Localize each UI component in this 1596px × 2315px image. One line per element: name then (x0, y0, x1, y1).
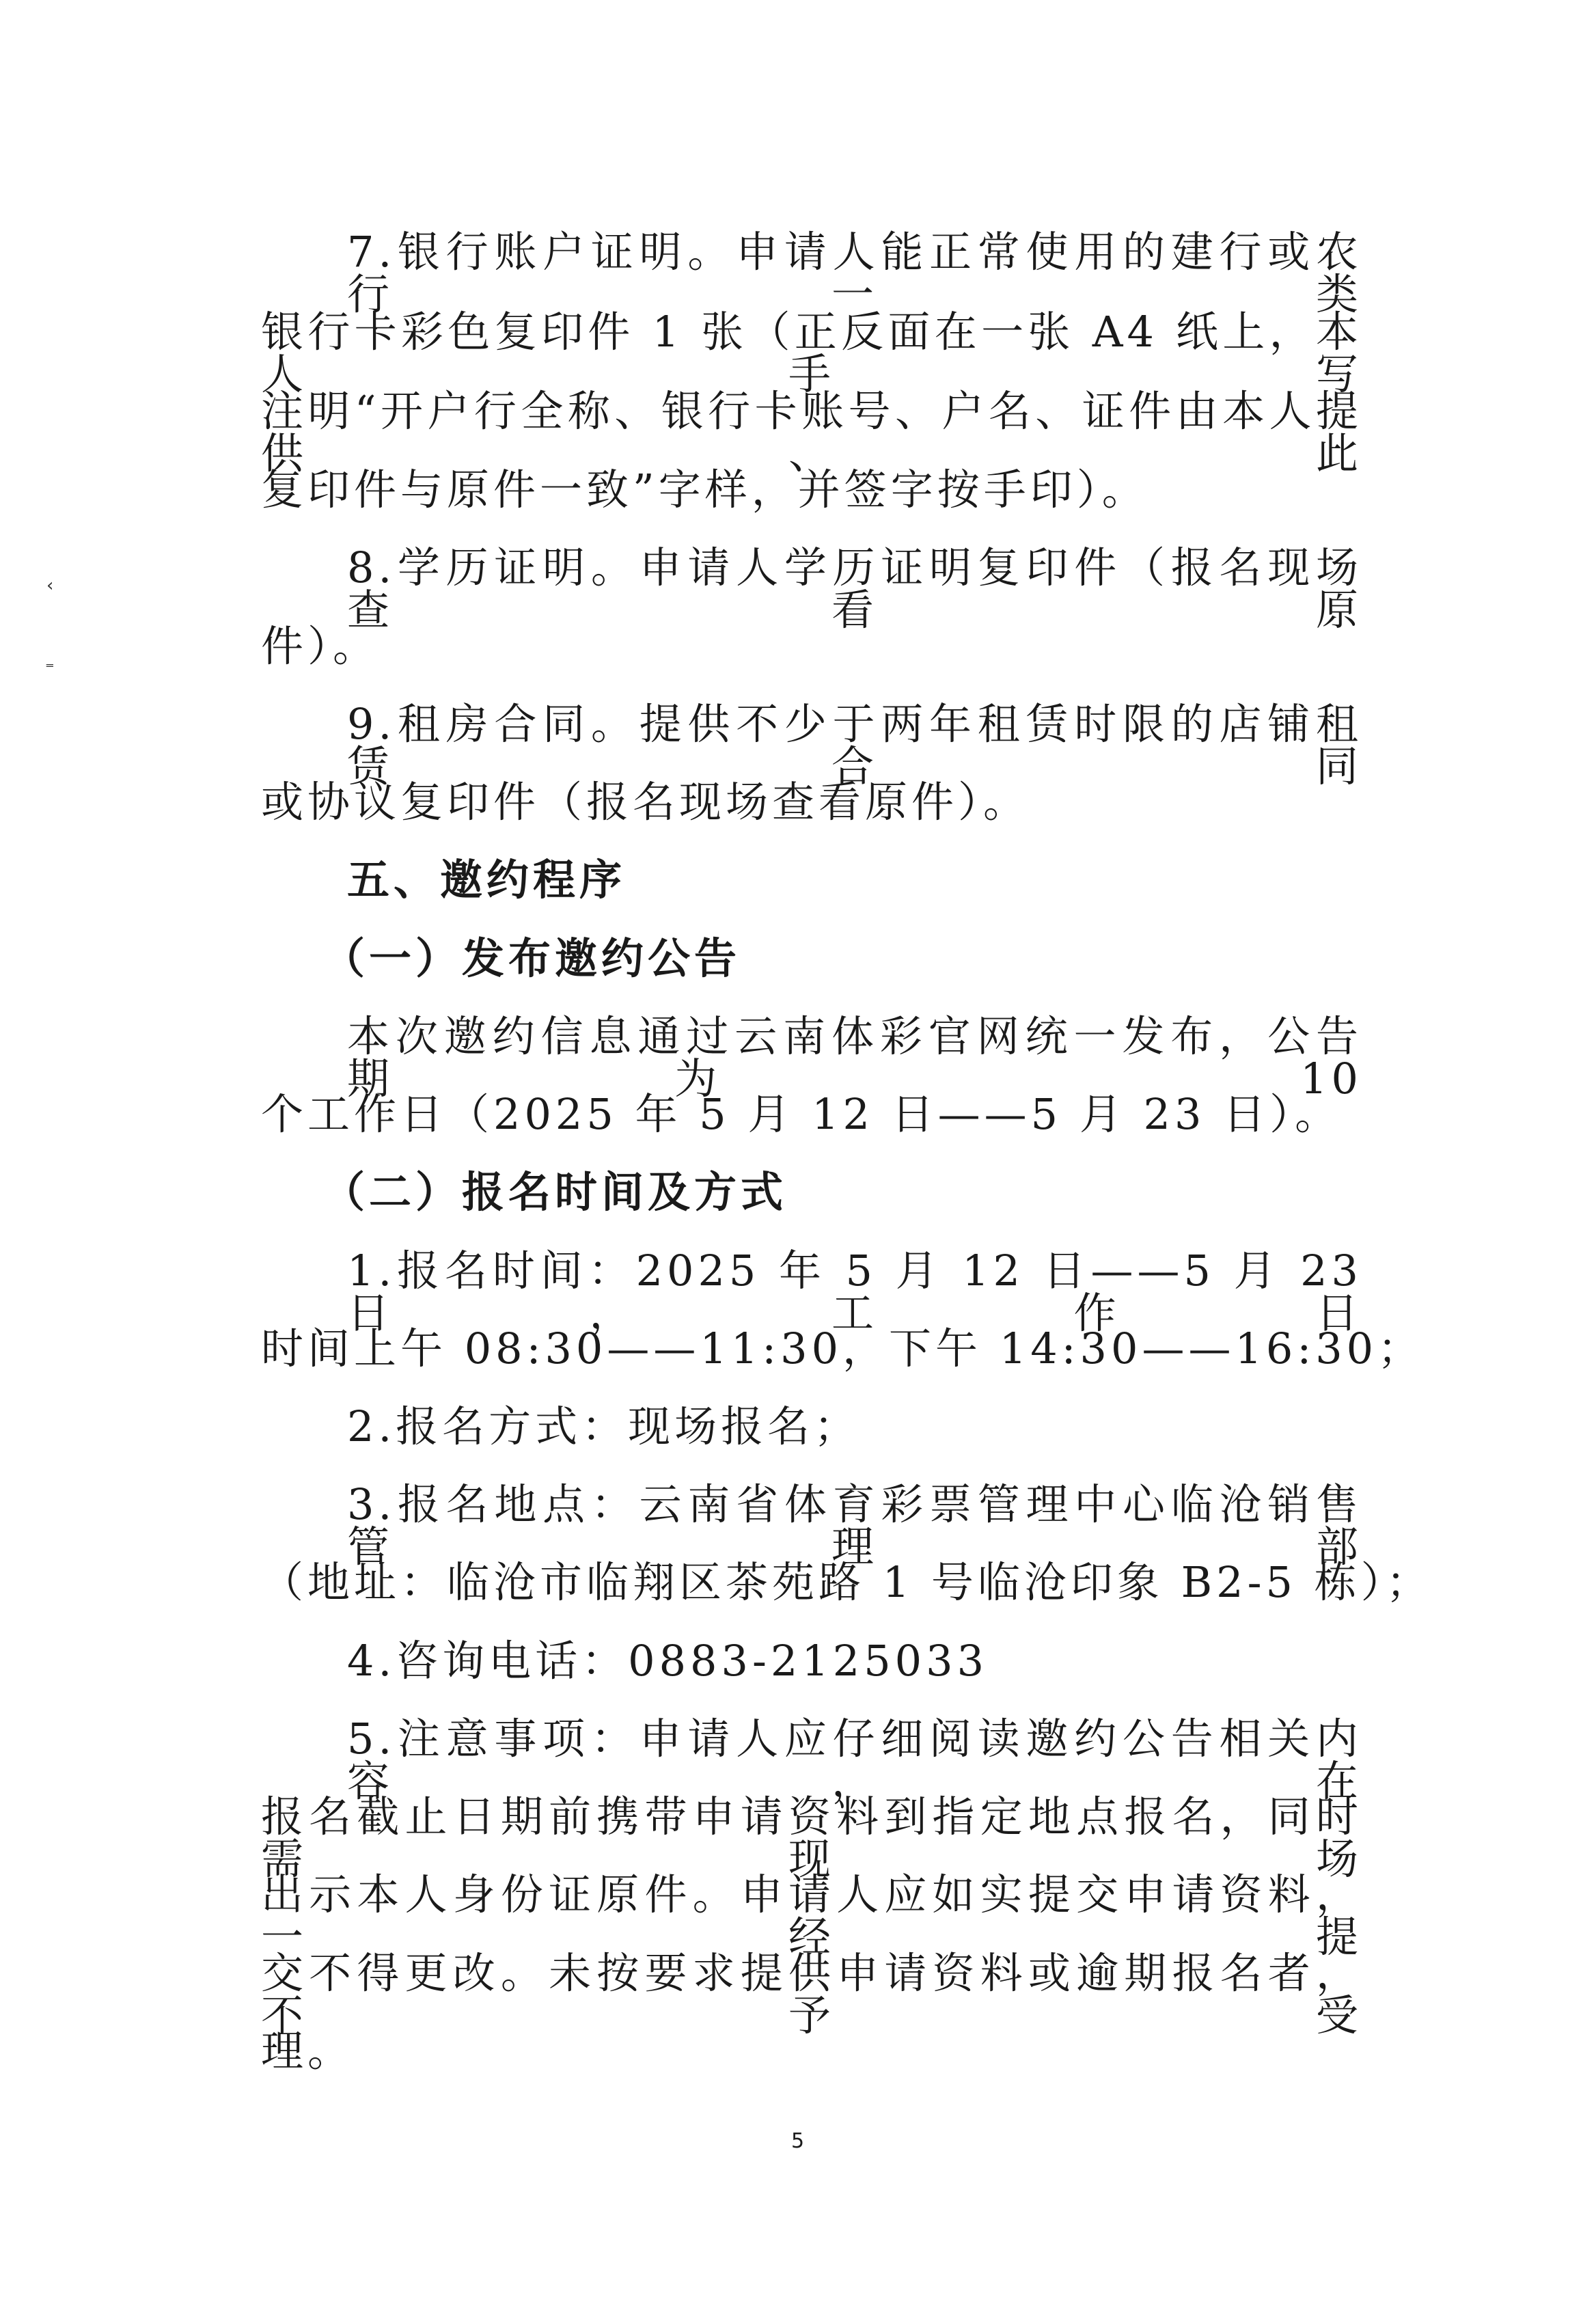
scan-mark: ‹ (46, 575, 54, 596)
paragraph-line: 4.咨询电话：0883-2125033 (347, 1636, 989, 1686)
section-heading: 五、邀约程序 (347, 855, 627, 905)
page-number: 5 (791, 2129, 805, 2153)
paragraph-line: 本次邀约信息通过云南体彩官网统一发布，公告期为 10 (347, 1011, 1362, 1104)
paragraph-line: 个工作日（2025 年 5 月 12 日——5 月 23 日）。 (261, 1089, 1342, 1139)
paragraph-line: 银行卡彩色复印件 1 张（正反面在一张 A4 纸上，本人手写 (261, 307, 1362, 399)
paragraph-line: 理。 (261, 2026, 355, 2076)
scan-mark: ⁼ (45, 659, 55, 679)
paragraph-line: 报名截止日期前携带申请资料到指定地点报名，同时需现场 (261, 1792, 1362, 1884)
paragraph-line: 1.报名时间：2025 年 5 月 12 日——5 月 23 日，工作日 (347, 1246, 1362, 1338)
paragraph-line: 注明“开户行全称、银行卡账号、户名、证件由本人提供、此 (261, 386, 1362, 478)
paragraph-line: 出示本人身份证原件。申请人应如实提交申请资料，一经提 (261, 1869, 1362, 1962)
paragraph-line: 件）。 (261, 621, 380, 671)
paragraph-line: 7.银行账户证明。申请人能正常使用的建行或农行一类 (347, 227, 1362, 319)
paragraph-line: 时间上午 08:30——11:30，下午 14:30——16:30； (261, 1324, 1425, 1373)
paragraph-line: 或协议复印件（报名现场查看原件）。 (261, 777, 1030, 827)
paragraph-line: （地址：临沧市临翔区茶苑路 1 号临沧印象 B2-5 栋）； (261, 1557, 1433, 1607)
paragraph-line: 2.报名方式：现场报名； (347, 1401, 861, 1451)
paragraph-line: 5.注意事项：申请人应仔细阅读邀约公告相关内容，在 (347, 1714, 1362, 1806)
subsection-heading: （一）发布邀约公告 (322, 933, 741, 983)
paragraph-line: 交不得更改。未按要求提供申请资料或逾期报名者，不予受 (261, 1948, 1362, 2040)
paragraph-line: 9.租房合同。提供不少于两年租赁时限的店铺租赁合同 (347, 699, 1362, 791)
paragraph-line: 复印件与原件一致”字样，并签字按手印）。 (261, 465, 1148, 515)
subsection-heading: （二）报名时间及方式 (322, 1167, 788, 1217)
paragraph-line: 8.学历证明。申请人学历证明复印件（报名现场查看原 (347, 543, 1362, 635)
paragraph-line: 3.报名地点：云南省体育彩票管理中心临沧销售管理部 (347, 1479, 1362, 1572)
